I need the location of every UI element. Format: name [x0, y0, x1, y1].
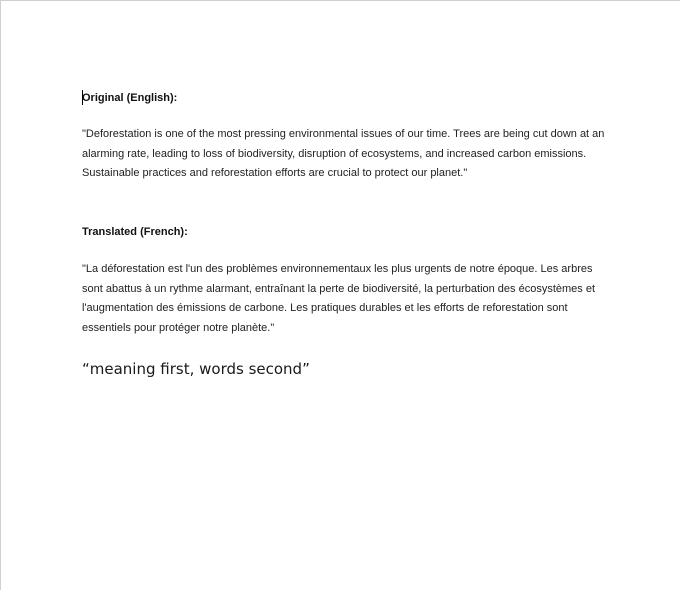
translated-paragraph: "La déforestation est l'un des problèmes environnementaux les plus urgents de notre époque. Les arbres sont abattus à un rythme alarmant, entraînant la perte de biodiversité, la perturbation des écosystèmes et l'augmentation des émissions de carbone. Les pratiques durables et les efforts de reforestation sont essentiels pour protéger notre planète." [82, 263, 596, 335]
translated-heading: Translated (French): [82, 226, 188, 238]
handwritten-quote: “meaning first, words second” [82, 360, 310, 378]
original-paragraph: "Deforestation is one of the most pressing environmental issues of our time. Trees are being cut down at an alarming rate, leading to loss of biodiversity, disruption of ecosystems, and increased carbon emissions. Sustainable practices and reforestation efforts are crucial to protect our planet." [82, 128, 605, 180]
original-heading: Original (English): [82, 92, 178, 104]
